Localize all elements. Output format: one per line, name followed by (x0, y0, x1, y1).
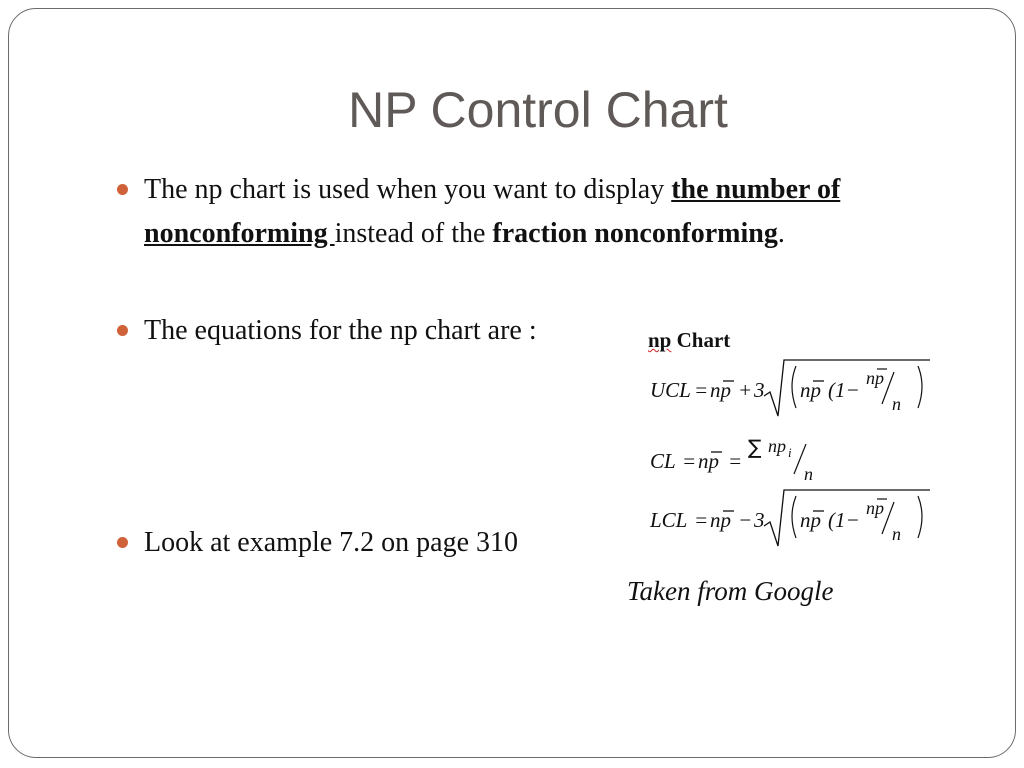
svg-text:(1−: (1− (828, 378, 860, 402)
svg-text:np: np (698, 449, 719, 473)
svg-text:np: np (800, 378, 821, 402)
svg-text:−: − (738, 508, 753, 532)
svg-text:np: np (710, 508, 731, 532)
svg-text:=: = (682, 449, 697, 473)
svg-text:(1−: (1− (828, 508, 860, 532)
svg-text:∑: ∑ (748, 435, 762, 459)
ucl-formula-graphic (650, 368, 940, 440)
formula-title-np: np (648, 328, 672, 352)
svg-text:n: n (804, 464, 813, 484)
svg-text:np: np (866, 368, 884, 388)
lcl-label: LCL (650, 508, 688, 532)
svg-text:np: np (866, 498, 884, 518)
svg-text:=: = (694, 378, 709, 402)
svg-text:+: + (738, 378, 753, 402)
bullet-item-np-chart-definition (144, 168, 954, 256)
bullet-dot-icon (117, 184, 128, 195)
bullet-emphasis: fraction nonconforming (492, 218, 778, 249)
svg-text:np: np (800, 508, 821, 532)
slide-title: NP Control Chart (348, 82, 728, 138)
image-credit: Taken from Google (627, 576, 834, 606)
svg-text:3: 3 (754, 508, 765, 532)
bullet-text: The np chart is used when you want to display (144, 174, 672, 205)
bullet-dot-icon (117, 537, 128, 548)
svg-text:np: np (768, 436, 786, 456)
formula-title (648, 328, 730, 353)
formula-title-rest: Chart (671, 328, 731, 352)
svg-text:3: 3 (754, 378, 765, 402)
svg-text:=: = (728, 449, 743, 473)
bullet-text: The equations for the np chart are : (144, 315, 537, 346)
svg-text:i: i (788, 445, 792, 460)
bullet-text: Look at example 7.2 on page 310 (144, 527, 519, 558)
ucl-label: UCL (650, 378, 691, 402)
bullet-dot-icon (117, 325, 128, 336)
svg-text:=: = (694, 508, 709, 532)
bullet-text: instead of the (334, 218, 493, 249)
cl-label: CL (650, 449, 676, 473)
formula-image (640, 328, 940, 558)
svg-text:np: np (710, 378, 731, 402)
bullet-emphasis-underlined: the number of nonconforming (144, 174, 841, 249)
bullet-text: . (777, 218, 785, 249)
svg-text:n: n (892, 524, 901, 544)
lcl-formula-graphic (650, 498, 940, 570)
svg-text:n: n (892, 394, 901, 414)
